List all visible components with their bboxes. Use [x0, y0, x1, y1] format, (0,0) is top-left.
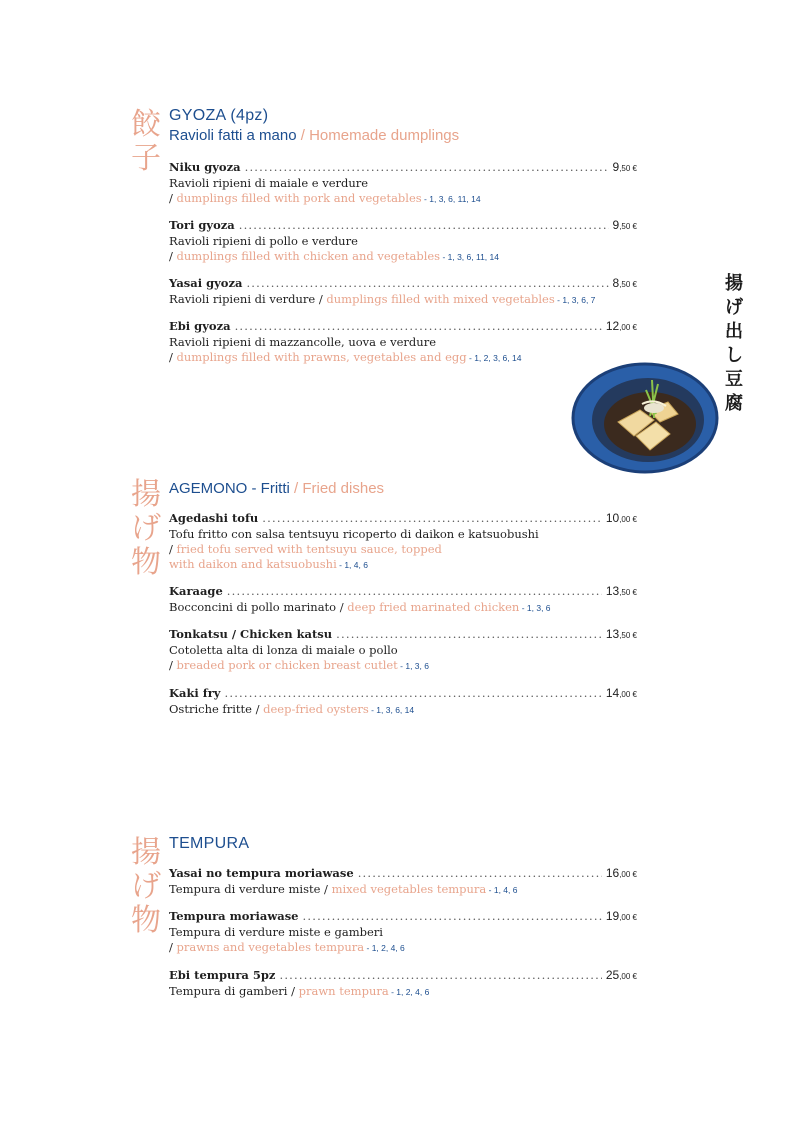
vertical-char: 出	[725, 321, 743, 342]
kanji-char: 子	[131, 141, 161, 176]
item-name: Tonkatsu / Chicken katsu	[169, 627, 333, 641]
item-desc-en: dumplings filled with mixed vegetables	[326, 292, 555, 306]
item-allergens: - 1, 3, 6	[519, 603, 551, 613]
item-name: Niku gyoza	[169, 160, 241, 174]
item-price: 25,00 €	[605, 968, 637, 982]
item-allergens: - 1, 3, 6, 14	[368, 705, 415, 715]
section-kanji-gyoza	[128, 108, 164, 176]
item-desc-en: fried tofu served with tentsuyu sauce, topped	[176, 542, 442, 556]
item-desc-it: Ravioli ripieni di maiale e verdure	[169, 176, 369, 190]
item-allergens: - 1, 4, 6	[336, 560, 368, 570]
leader-dots	[246, 276, 608, 291]
item-desc-en: with daikon and katsuobushi	[169, 557, 337, 571]
item-desc-en: prawn tempura	[298, 984, 389, 998]
leader-dots	[303, 909, 602, 924]
vertical-char: し	[725, 345, 743, 366]
vertical-char: 腐	[725, 393, 743, 414]
leader-dots	[227, 584, 602, 599]
section-title: AGEMONO - Fritti	[169, 480, 290, 497]
section-header-tempura	[169, 834, 249, 854]
leader-dots	[279, 968, 601, 983]
item-price: 16,00 €	[605, 866, 637, 880]
menu-item: Niku gyoza ..... 9,50 € Ravioli ripieni di maiale e verdure / dumplings filled with pork and vegetables - 1, 3, 6, 11, 14	[169, 160, 637, 207]
item-desc-en: deep fried marinated chicken	[347, 600, 520, 614]
section-header-agemono	[169, 479, 384, 499]
item-name: Yasai no tempura moriawase	[169, 866, 354, 880]
item-name: Agedashi tofu	[169, 511, 259, 525]
leader-dots	[262, 511, 602, 526]
section-kanji-tempura	[128, 836, 164, 938]
item-price: 14,00 €	[605, 686, 637, 700]
item-desc-en: dumplings filled with pork and vegetables	[176, 191, 422, 205]
kanji-char: 餃	[131, 107, 161, 142]
kanji-char: 物	[131, 545, 161, 580]
item-name: Tori gyoza	[169, 218, 235, 232]
item-desc-it: Ravioli ripieni di pollo e verdure	[169, 234, 358, 248]
leader-dots	[336, 627, 602, 642]
item-price: 10,00 €	[605, 511, 637, 525]
item-desc-it: Ravioli ripieni di verdure /	[169, 292, 327, 306]
item-allergens: - 1, 2, 4, 6	[388, 987, 430, 997]
item-allergens: - 1, 3, 6, 7	[554, 295, 596, 305]
item-desc-it: Ravioli ripieni di mazzancolle, uova e verdure	[169, 335, 436, 349]
leader-dots	[239, 218, 609, 233]
subtitle-english: / Fried dishes	[294, 480, 385, 497]
menu-item	[169, 866, 637, 898]
vertical-char: 揚	[725, 273, 743, 294]
item-price: 9,50 €	[612, 218, 637, 232]
section-subtitle	[169, 126, 459, 146]
kanji-char: 揚	[131, 835, 161, 870]
kanji-char: 物	[131, 903, 161, 938]
item-desc-en: deep-fried oysters	[263, 702, 369, 716]
vertical-char: 豆	[725, 369, 743, 390]
subtitle-english: / Homemade dumplings	[300, 127, 460, 144]
menu-item: Tonkatsu / Chicken katsu ..... 13,50 € Cotoletta alta di lonza di maiale o pollo / breaded pork or chicken breast cutlet - 1, 3, 6	[169, 627, 637, 674]
item-desc-it: Tempura di gamberi /	[169, 984, 299, 998]
item-allergens: - 1, 3, 6	[397, 661, 429, 671]
item-desc-it: Tempura di verdure miste e gamberi	[169, 925, 383, 939]
agedashi-tofu-bowl-illustration	[570, 360, 720, 475]
menu-item: Tempura moriawase ..... 19,00 € Tempura di verdure miste e gamberi / prawns and vegetables tempura - 1, 2, 4, 6	[169, 909, 637, 956]
item-allergens: - 1, 3, 6, 11, 14	[421, 194, 481, 204]
leader-dots	[235, 319, 602, 334]
item-name: Yasai gyoza	[169, 276, 243, 290]
menu-item: Tori gyoza ..... 9,50 € Ravioli ripieni di pollo e verdure / dumplings filled with chicken and vegetables - 1, 3, 6, 11, 14	[169, 218, 637, 265]
item-name: Karaage	[169, 584, 223, 598]
section-header-gyoza	[169, 106, 459, 146]
item-name: Tempura moriawase	[169, 909, 299, 923]
menu-item: Ebi gyoza ..... 12,00 € Ravioli ripieni di mazzancolle, uova e verdure / dumplings filled with prawns, vegetables and egg - 1, 2, 3, 6, 14	[169, 319, 637, 366]
leader-dots	[358, 866, 602, 881]
vertical-title-agedashi-tofu	[722, 272, 746, 416]
item-allergens: - 1, 2, 4, 6	[364, 943, 405, 953]
item-name: Kaki fry	[169, 686, 221, 700]
item-desc-it: Ostriche fritte /	[169, 702, 264, 716]
item-allergens: - 1, 2, 3, 6, 14	[466, 353, 522, 363]
menu-item	[169, 584, 637, 616]
section-kanji-agemono	[128, 478, 164, 580]
kanji-char: げ	[131, 869, 161, 904]
item-price: 9,50 €	[612, 160, 637, 174]
item-price: 13,50 €	[605, 584, 637, 598]
item-price: 13,50 €	[605, 627, 637, 641]
kanji-char: げ	[131, 511, 161, 546]
item-desc-en: breaded pork or chicken breast cutlet	[176, 658, 398, 672]
item-allergens: - 1, 4, 6	[486, 885, 518, 895]
section-title: TEMPURA	[169, 835, 250, 852]
vertical-char: げ	[725, 297, 743, 318]
item-name: Ebi gyoza	[169, 319, 231, 333]
item-desc-en: dumplings filled with prawns, vegetables and egg	[176, 350, 467, 364]
item-desc-it: Tofu fritto con salsa tentsuyu ricoperto di daikon e katsuobushi	[169, 527, 539, 541]
leader-dots	[245, 160, 609, 175]
item-desc-it: Cotoletta alta di lonza di maiale o pollo	[169, 643, 398, 657]
item-desc-it: Bocconcini di pollo marinato /	[169, 600, 348, 614]
item-price: 19,00 €	[605, 909, 637, 923]
leader-dots	[224, 686, 601, 701]
item-desc-en: dumplings filled with chicken and vegetables	[176, 249, 441, 263]
section-title: GYOZA (4pz)	[169, 107, 269, 124]
item-price: 12,00 €	[605, 319, 637, 333]
menu-item	[169, 686, 637, 718]
kanji-char: 揚	[131, 477, 161, 512]
menu-item	[169, 968, 637, 1000]
item-desc-it: Tempura di verdure miste /	[169, 882, 332, 896]
menu-item	[169, 276, 637, 308]
item-desc-en: prawns and vegetables tempura	[176, 940, 365, 954]
item-name: Ebi tempura 5pz	[169, 968, 276, 982]
item-desc-en: mixed vegetables tempura	[331, 882, 487, 896]
section-title-line	[169, 479, 384, 499]
item-allergens: - 1, 3, 6, 11, 14	[440, 252, 499, 262]
item-price: 8,50 €	[612, 276, 637, 290]
menu-item: Agedashi tofu ..... 10,00 € Tofu fritto con salsa tentsuyu ricoperto di daikon e katsuobushi / fried tofu served with tentsuyu sauce, topped with daikon and katsuobushi - 1, 4, 6	[169, 511, 637, 573]
subtitle-italian: Ravioli fatti a mano	[169, 127, 297, 144]
